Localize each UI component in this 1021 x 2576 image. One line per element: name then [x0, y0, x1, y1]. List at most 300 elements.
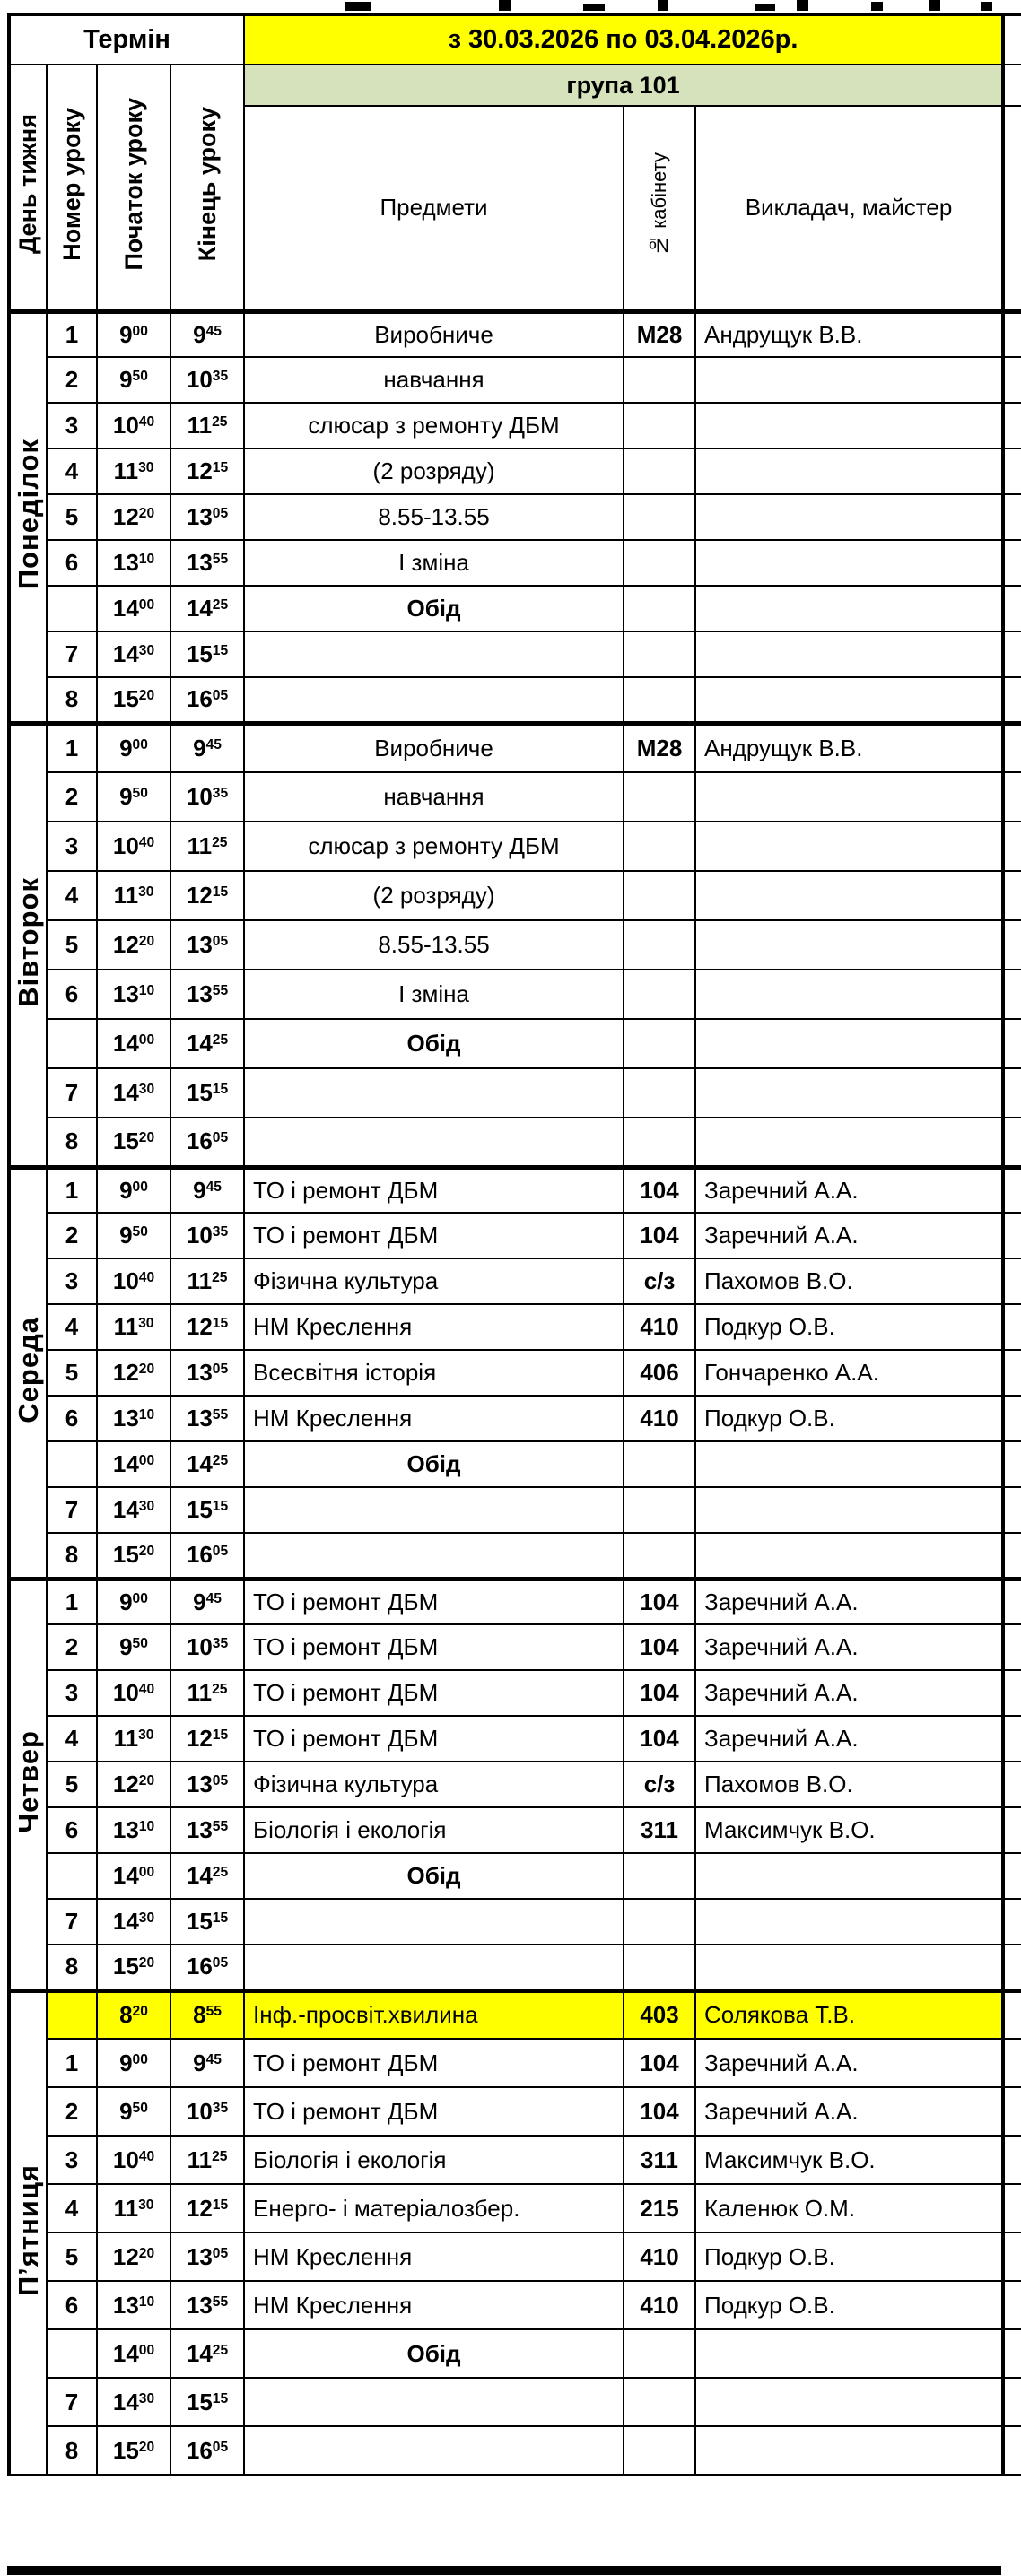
start-time-cell [97, 677, 170, 723]
room-cell: с/з [624, 1762, 695, 1807]
teacher-cell [695, 1068, 1003, 1118]
subject-cell: І зміна [244, 970, 624, 1019]
end-time-cell [170, 2232, 244, 2281]
end-time-cell [170, 822, 244, 871]
teacher-cell: Максимчук В.О. [695, 1807, 1003, 1853]
cut-column-cell [1003, 1396, 1021, 1441]
cut-column-cell [1003, 1487, 1021, 1533]
header-teacher: Викладач, майстер [695, 106, 1003, 311]
lesson-number-cell [47, 586, 97, 631]
start-time-cell [97, 357, 170, 403]
time-hour: 13 [186, 931, 213, 958]
start-time-cell [97, 2426, 170, 2475]
time-hour: 13 [186, 2242, 213, 2270]
time-hour: 9 [119, 734, 133, 761]
subject-cell: ТО і ремонт ДБМ [244, 1213, 624, 1258]
cut-column-cell [1003, 1167, 1021, 1213]
time-minutes: 05 [212, 1773, 229, 1789]
time-minutes: 05 [212, 1544, 229, 1560]
room-cell: 104 [624, 1579, 695, 1624]
cut-column-cell [1003, 586, 1021, 631]
lesson-number-cell: 8 [47, 1533, 97, 1579]
time-minutes: 40 [138, 835, 155, 851]
room-cell [624, 494, 695, 540]
end-time-cell [170, 2426, 244, 2475]
time-hour: 13 [186, 1816, 213, 1843]
time-minutes: 40 [138, 414, 155, 431]
cut-column-cell [1003, 1304, 1021, 1350]
header-termin: Термін [9, 14, 244, 65]
cut-column-cell [1003, 2378, 1021, 2426]
teacher-cell: Подкур О.В. [695, 1396, 1003, 1441]
time-minutes: 15 [212, 1316, 229, 1332]
time-minutes: 45 [205, 1179, 222, 1195]
time-minutes: 20 [138, 1544, 155, 1560]
time-minutes: 25 [212, 2148, 228, 2164]
time-minutes: 55 [212, 2293, 229, 2310]
time-hour: 13 [186, 503, 213, 530]
cut-column-cell [1003, 494, 1021, 540]
lesson-number-cell: 7 [47, 631, 97, 677]
time-minutes: 10 [138, 983, 155, 999]
time-minutes: 35 [212, 786, 229, 802]
time-hour: 10 [112, 1679, 139, 1706]
time-minutes: 30 [138, 643, 155, 659]
time-minutes: 10 [138, 1819, 155, 1835]
teacher-cell [695, 2426, 1003, 2475]
end-time-cell [170, 540, 244, 586]
time-hour: 12 [186, 882, 213, 909]
start-time-cell [97, 494, 170, 540]
time-minutes: 50 [132, 369, 148, 385]
time-minutes: 00 [132, 323, 148, 339]
start-time-cell [97, 1019, 170, 1068]
time-minutes: 15 [212, 643, 229, 659]
time-hour: 10 [186, 366, 213, 393]
time-hour: 10 [112, 832, 139, 859]
teacher-cell: Солякова Т.В. [695, 1990, 1003, 2039]
end-time-cell [170, 723, 244, 772]
subject-cell: І зміна [244, 540, 624, 586]
subject-cell: ТО і ремонт ДБМ [244, 2087, 624, 2136]
room-cell [624, 1441, 695, 1487]
time-minutes: 25 [212, 1682, 228, 1698]
start-time-cell [97, 1213, 170, 1258]
time-hour: 13 [186, 1359, 213, 1386]
time-minutes: 30 [138, 2390, 155, 2406]
subject-cell [244, 1068, 624, 1118]
time-hour: 14 [186, 1030, 213, 1057]
lesson-number-cell: 8 [47, 2426, 97, 2475]
lesson-number-cell: 8 [47, 1118, 97, 1167]
end-time-cell [170, 631, 244, 677]
room-cell [624, 920, 695, 970]
lesson-number-cell: 6 [47, 540, 97, 586]
lesson-number-cell: 1 [47, 1167, 97, 1213]
teacher-cell [695, 448, 1003, 494]
time-minutes: 35 [212, 2100, 229, 2116]
time-minutes: 00 [138, 1865, 155, 1881]
lesson-number-cell: 3 [47, 1670, 97, 1716]
start-time-cell [97, 2281, 170, 2329]
day-label-cell [9, 1579, 47, 1990]
cut-column-cell [1003, 1441, 1021, 1487]
time-minutes: 25 [212, 2342, 229, 2358]
cut-column-cell [1003, 2087, 1021, 2136]
room-cell: 104 [624, 1213, 695, 1258]
teacher-cell: Максимчук В.О. [695, 2136, 1003, 2184]
day-label-cell [9, 1990, 47, 2475]
start-time-cell [97, 2329, 170, 2378]
header-room-label: № кабінету [648, 152, 671, 257]
time-minutes: 15 [212, 1727, 229, 1744]
lesson-number-cell: 5 [47, 920, 97, 970]
lesson-number-cell: 2 [47, 2087, 97, 2136]
header-date-range: з 30.03.2026 по 03.04.2026р. [244, 14, 1003, 65]
teacher-cell: Гончаренко А.А. [695, 1350, 1003, 1396]
room-cell [624, 1533, 695, 1579]
time-hour: 8 [193, 2001, 206, 2029]
end-time-cell [170, 772, 244, 822]
teacher-cell: Подкур О.В. [695, 1304, 1003, 1350]
cut-column-cell [1003, 1853, 1021, 1899]
subject-cell: Обід [244, 1853, 624, 1899]
room-cell: 410 [624, 1396, 695, 1441]
time-minutes: 10 [138, 552, 155, 568]
time-minutes: 20 [138, 1773, 155, 1789]
lesson-number-cell: 1 [47, 723, 97, 772]
end-time-cell [170, 1213, 244, 1258]
teacher-cell [695, 970, 1003, 1019]
time-minutes: 45 [205, 2051, 222, 2067]
start-time-cell [97, 631, 170, 677]
day-label: Вівторок [13, 876, 44, 1007]
lesson-number-cell: 7 [47, 1899, 97, 1945]
time-hour: 11 [113, 882, 139, 909]
time-minutes: 00 [138, 2342, 155, 2358]
cut-column-cell [1003, 1213, 1021, 1258]
time-minutes: 10 [138, 2293, 155, 2310]
time-hour: 10 [112, 2145, 139, 2173]
time-hour: 15 [112, 1127, 139, 1155]
cut-column-cell [1003, 1579, 1021, 1624]
lesson-number-cell: 6 [47, 1396, 97, 1441]
cut-column-cell [1003, 2136, 1021, 2184]
time-hour: 15 [186, 1496, 213, 1523]
time-hour: 13 [112, 2291, 139, 2319]
room-cell: 311 [624, 1807, 695, 1853]
time-minutes: 20 [138, 2245, 155, 2261]
subject-cell: ТО і ремонт ДБМ [244, 1167, 624, 1213]
start-time-cell [97, 1579, 170, 1624]
subject-cell: ТО і ремонт ДБМ [244, 1579, 624, 1624]
start-time-cell [97, 1990, 170, 2039]
time-hour: 14 [112, 1496, 139, 1523]
time-minutes: 20 [138, 1955, 155, 1971]
time-hour: 14 [112, 595, 139, 622]
subject-cell: ТО і ремонт ДБМ [244, 1624, 624, 1670]
end-time-cell [170, 2039, 244, 2087]
time-minutes: 45 [205, 323, 222, 339]
room-cell [624, 970, 695, 1019]
time-hour: 9 [193, 734, 206, 761]
time-hour: 11 [113, 1313, 139, 1340]
time-hour: 14 [186, 1450, 213, 1477]
time-minutes: 40 [138, 1682, 155, 1698]
teacher-cell [695, 2378, 1003, 2426]
cut-column-cell [1003, 1716, 1021, 1762]
lesson-number-cell: 2 [47, 772, 97, 822]
lesson-number-cell [47, 2329, 97, 2378]
teacher-cell [695, 871, 1003, 920]
subject-cell: Обід [244, 586, 624, 631]
cut-column-cell [1003, 1899, 1021, 1945]
time-minutes: 20 [132, 2004, 148, 2020]
room-cell [624, 2329, 695, 2378]
subject-cell [244, 2426, 624, 2475]
room-cell [624, 1487, 695, 1533]
time-hour: 12 [112, 931, 139, 958]
end-time-cell [170, 403, 244, 448]
room-cell: М28 [624, 723, 695, 772]
time-hour: 13 [186, 1405, 213, 1432]
room-cell: 410 [624, 2232, 695, 2281]
room-cell: 104 [624, 1670, 695, 1716]
start-time-cell [97, 2136, 170, 2184]
end-time-cell [170, 586, 244, 631]
subject-cell [244, 1899, 624, 1945]
teacher-cell [695, 403, 1003, 448]
room-cell [624, 1068, 695, 1118]
start-time-cell [97, 2184, 170, 2232]
subject-cell: навчання [244, 772, 624, 822]
end-time-cell [170, 448, 244, 494]
day-label-cell [9, 723, 47, 1167]
lesson-number-cell: 1 [47, 311, 97, 357]
room-cell: 104 [624, 2087, 695, 2136]
time-minutes: 55 [205, 2004, 222, 2020]
lesson-number-cell: 1 [47, 1579, 97, 1624]
subject-cell: ТО і ремонт ДБМ [244, 1716, 624, 1762]
time-hour: 13 [186, 2291, 213, 2319]
time-hour: 11 [113, 2194, 139, 2222]
schedule-header [9, 14, 1021, 311]
end-time-cell [170, 970, 244, 1019]
time-minutes: 00 [132, 1590, 148, 1606]
header-end-time-label: Кінець уроку [193, 107, 221, 262]
start-time-cell [97, 1716, 170, 1762]
end-time-cell [170, 1945, 244, 1990]
cut-column-cell [1003, 1945, 1021, 1990]
cut-column-cell [1003, 2039, 1021, 2087]
start-time-cell [97, 1167, 170, 1213]
room-cell [624, 357, 695, 403]
time-minutes: 00 [138, 597, 155, 614]
room-cell [624, 2378, 695, 2426]
time-minutes: 30 [138, 1727, 154, 1744]
time-hour: 8 [119, 2001, 133, 2029]
cut-column-cell [1003, 2329, 1021, 2378]
subject-cell: НМ Креслення [244, 1304, 624, 1350]
lesson-number-cell: 4 [47, 1716, 97, 1762]
room-cell [624, 1853, 695, 1899]
end-time-cell [170, 2281, 244, 2329]
room-cell: 410 [624, 2281, 695, 2329]
lesson-number-cell: 3 [47, 2136, 97, 2184]
time-hour: 9 [119, 320, 133, 348]
time-hour: 9 [119, 1176, 133, 1204]
subject-cell: Інф.-просвіт.хвилина [244, 1990, 624, 2039]
teacher-cell [695, 631, 1003, 677]
time-minutes: 20 [138, 2439, 155, 2455]
cut-column-cell [1003, 920, 1021, 970]
subject-cell: слюсар з ремонту ДБМ [244, 403, 624, 448]
lesson-number-cell: 6 [47, 1807, 97, 1853]
subject-cell: навчання [244, 357, 624, 403]
room-cell: 104 [624, 1716, 695, 1762]
time-hour: 13 [186, 980, 213, 1007]
lesson-number-cell: 5 [47, 494, 97, 540]
cut-column-cell [1003, 1118, 1021, 1167]
subject-cell: 8.55-13.55 [244, 920, 624, 970]
start-time-cell [97, 920, 170, 970]
lesson-number-cell: 3 [47, 822, 97, 871]
subject-cell: 8.55-13.55 [244, 494, 624, 540]
header-lesson-number-label: Номер уроку [57, 107, 85, 261]
time-minutes: 35 [212, 1224, 229, 1240]
time-hour: 10 [112, 1267, 139, 1294]
time-hour: 14 [112, 1030, 139, 1057]
end-time-cell [170, 357, 244, 403]
time-minutes: 25 [212, 1453, 229, 1469]
start-time-cell [97, 586, 170, 631]
end-time-cell [170, 1258, 244, 1304]
time-minutes: 00 [132, 2051, 148, 2067]
cut-column-cell [1003, 2232, 1021, 2281]
time-minutes: 25 [212, 597, 229, 614]
header-end-time-cell [170, 65, 244, 311]
time-hour: 12 [186, 457, 213, 484]
lesson-number-cell: 3 [47, 403, 97, 448]
cut-column-cell [1003, 723, 1021, 772]
cut-column-cell [1003, 1068, 1021, 1118]
day-label: Четвер [13, 1729, 44, 1833]
group-banner: група 101 [244, 65, 1003, 106]
time-minutes: 55 [212, 552, 229, 568]
time-minutes: 00 [132, 1179, 148, 1195]
time-minutes: 30 [138, 1910, 155, 1927]
cut-column-cell [1003, 1807, 1021, 1853]
room-cell [624, 540, 695, 586]
teacher-cell [695, 822, 1003, 871]
time-hour: 11 [187, 1267, 213, 1294]
teacher-cell [695, 1441, 1003, 1487]
time-hour: 13 [112, 1405, 139, 1432]
room-cell: 215 [624, 2184, 695, 2232]
teacher-cell: Пахомов В.О. [695, 1258, 1003, 1304]
subject-cell: ТО і ремонт ДБМ [244, 2039, 624, 2087]
cut-column-cell [1003, 2184, 1021, 2232]
end-time-cell [170, 1807, 244, 1853]
header-subjects: Предмети [244, 106, 624, 311]
lesson-number-cell: 7 [47, 1068, 97, 1118]
subject-cell [244, 2378, 624, 2426]
time-minutes: 40 [138, 2148, 155, 2164]
teacher-cell [695, 1487, 1003, 1533]
lesson-number-cell [47, 1853, 97, 1899]
room-cell: 406 [624, 1350, 695, 1396]
cropped-bottom-border [7, 2566, 1001, 2575]
end-time-cell [170, 1579, 244, 1624]
cut-column-cell [1003, 106, 1021, 311]
teacher-cell [695, 540, 1003, 586]
time-minutes: 20 [138, 934, 155, 950]
time-hour: 12 [186, 2194, 213, 2222]
subject-cell: НМ Креслення [244, 1396, 624, 1441]
cut-column-cell [1003, 540, 1021, 586]
subject-cell [244, 631, 624, 677]
room-cell: 104 [624, 2039, 695, 2087]
time-hour: 15 [112, 2436, 139, 2464]
time-hour: 16 [186, 2436, 213, 2464]
day-label-cell [9, 311, 47, 723]
teacher-cell [695, 357, 1003, 403]
end-time-cell [170, 1118, 244, 1167]
time-minutes: 55 [212, 1819, 229, 1835]
time-hour: 9 [193, 320, 206, 348]
cut-column-cell [1003, 1019, 1021, 1068]
end-time-cell [170, 1019, 244, 1068]
teacher-cell: Заречний А.А. [695, 2039, 1003, 2087]
header-start-time-cell [97, 65, 170, 311]
lesson-number-cell [47, 1441, 97, 1487]
end-time-cell [170, 677, 244, 723]
time-hour: 12 [112, 503, 139, 530]
subject-cell [244, 677, 624, 723]
time-minutes: 35 [212, 1636, 229, 1652]
room-cell: с/з [624, 1258, 695, 1304]
teacher-cell: Андрущук В.В. [695, 723, 1003, 772]
time-minutes: 50 [132, 786, 148, 802]
time-minutes: 30 [138, 460, 154, 476]
subject-cell: ТО і ремонт ДБМ [244, 1670, 624, 1716]
day-label: Понеділок [13, 438, 44, 590]
room-cell [624, 586, 695, 631]
time-hour: 16 [186, 685, 213, 713]
room-cell: 410 [624, 1304, 695, 1350]
time-minutes: 15 [212, 1910, 229, 1927]
end-time-cell [170, 2087, 244, 2136]
header-day-cell [9, 65, 47, 311]
start-time-cell [97, 2378, 170, 2426]
time-hour: 10 [186, 1633, 213, 1660]
time-hour: 14 [112, 640, 139, 667]
end-time-cell [170, 2136, 244, 2184]
lesson-number-cell: 4 [47, 1304, 97, 1350]
time-minutes: 05 [212, 2439, 229, 2455]
time-minutes: 20 [138, 506, 155, 522]
time-minutes: 05 [212, 2245, 229, 2261]
start-time-cell [97, 1304, 170, 1350]
time-hour: 14 [112, 2339, 139, 2367]
time-hour: 9 [119, 783, 133, 810]
time-hour: 9 [193, 1588, 206, 1615]
subject-cell: Обід [244, 2329, 624, 2378]
subject-cell [244, 1945, 624, 1990]
time-hour: 9 [119, 2049, 133, 2076]
lesson-number-cell: 4 [47, 2184, 97, 2232]
end-time-cell [170, 1624, 244, 1670]
